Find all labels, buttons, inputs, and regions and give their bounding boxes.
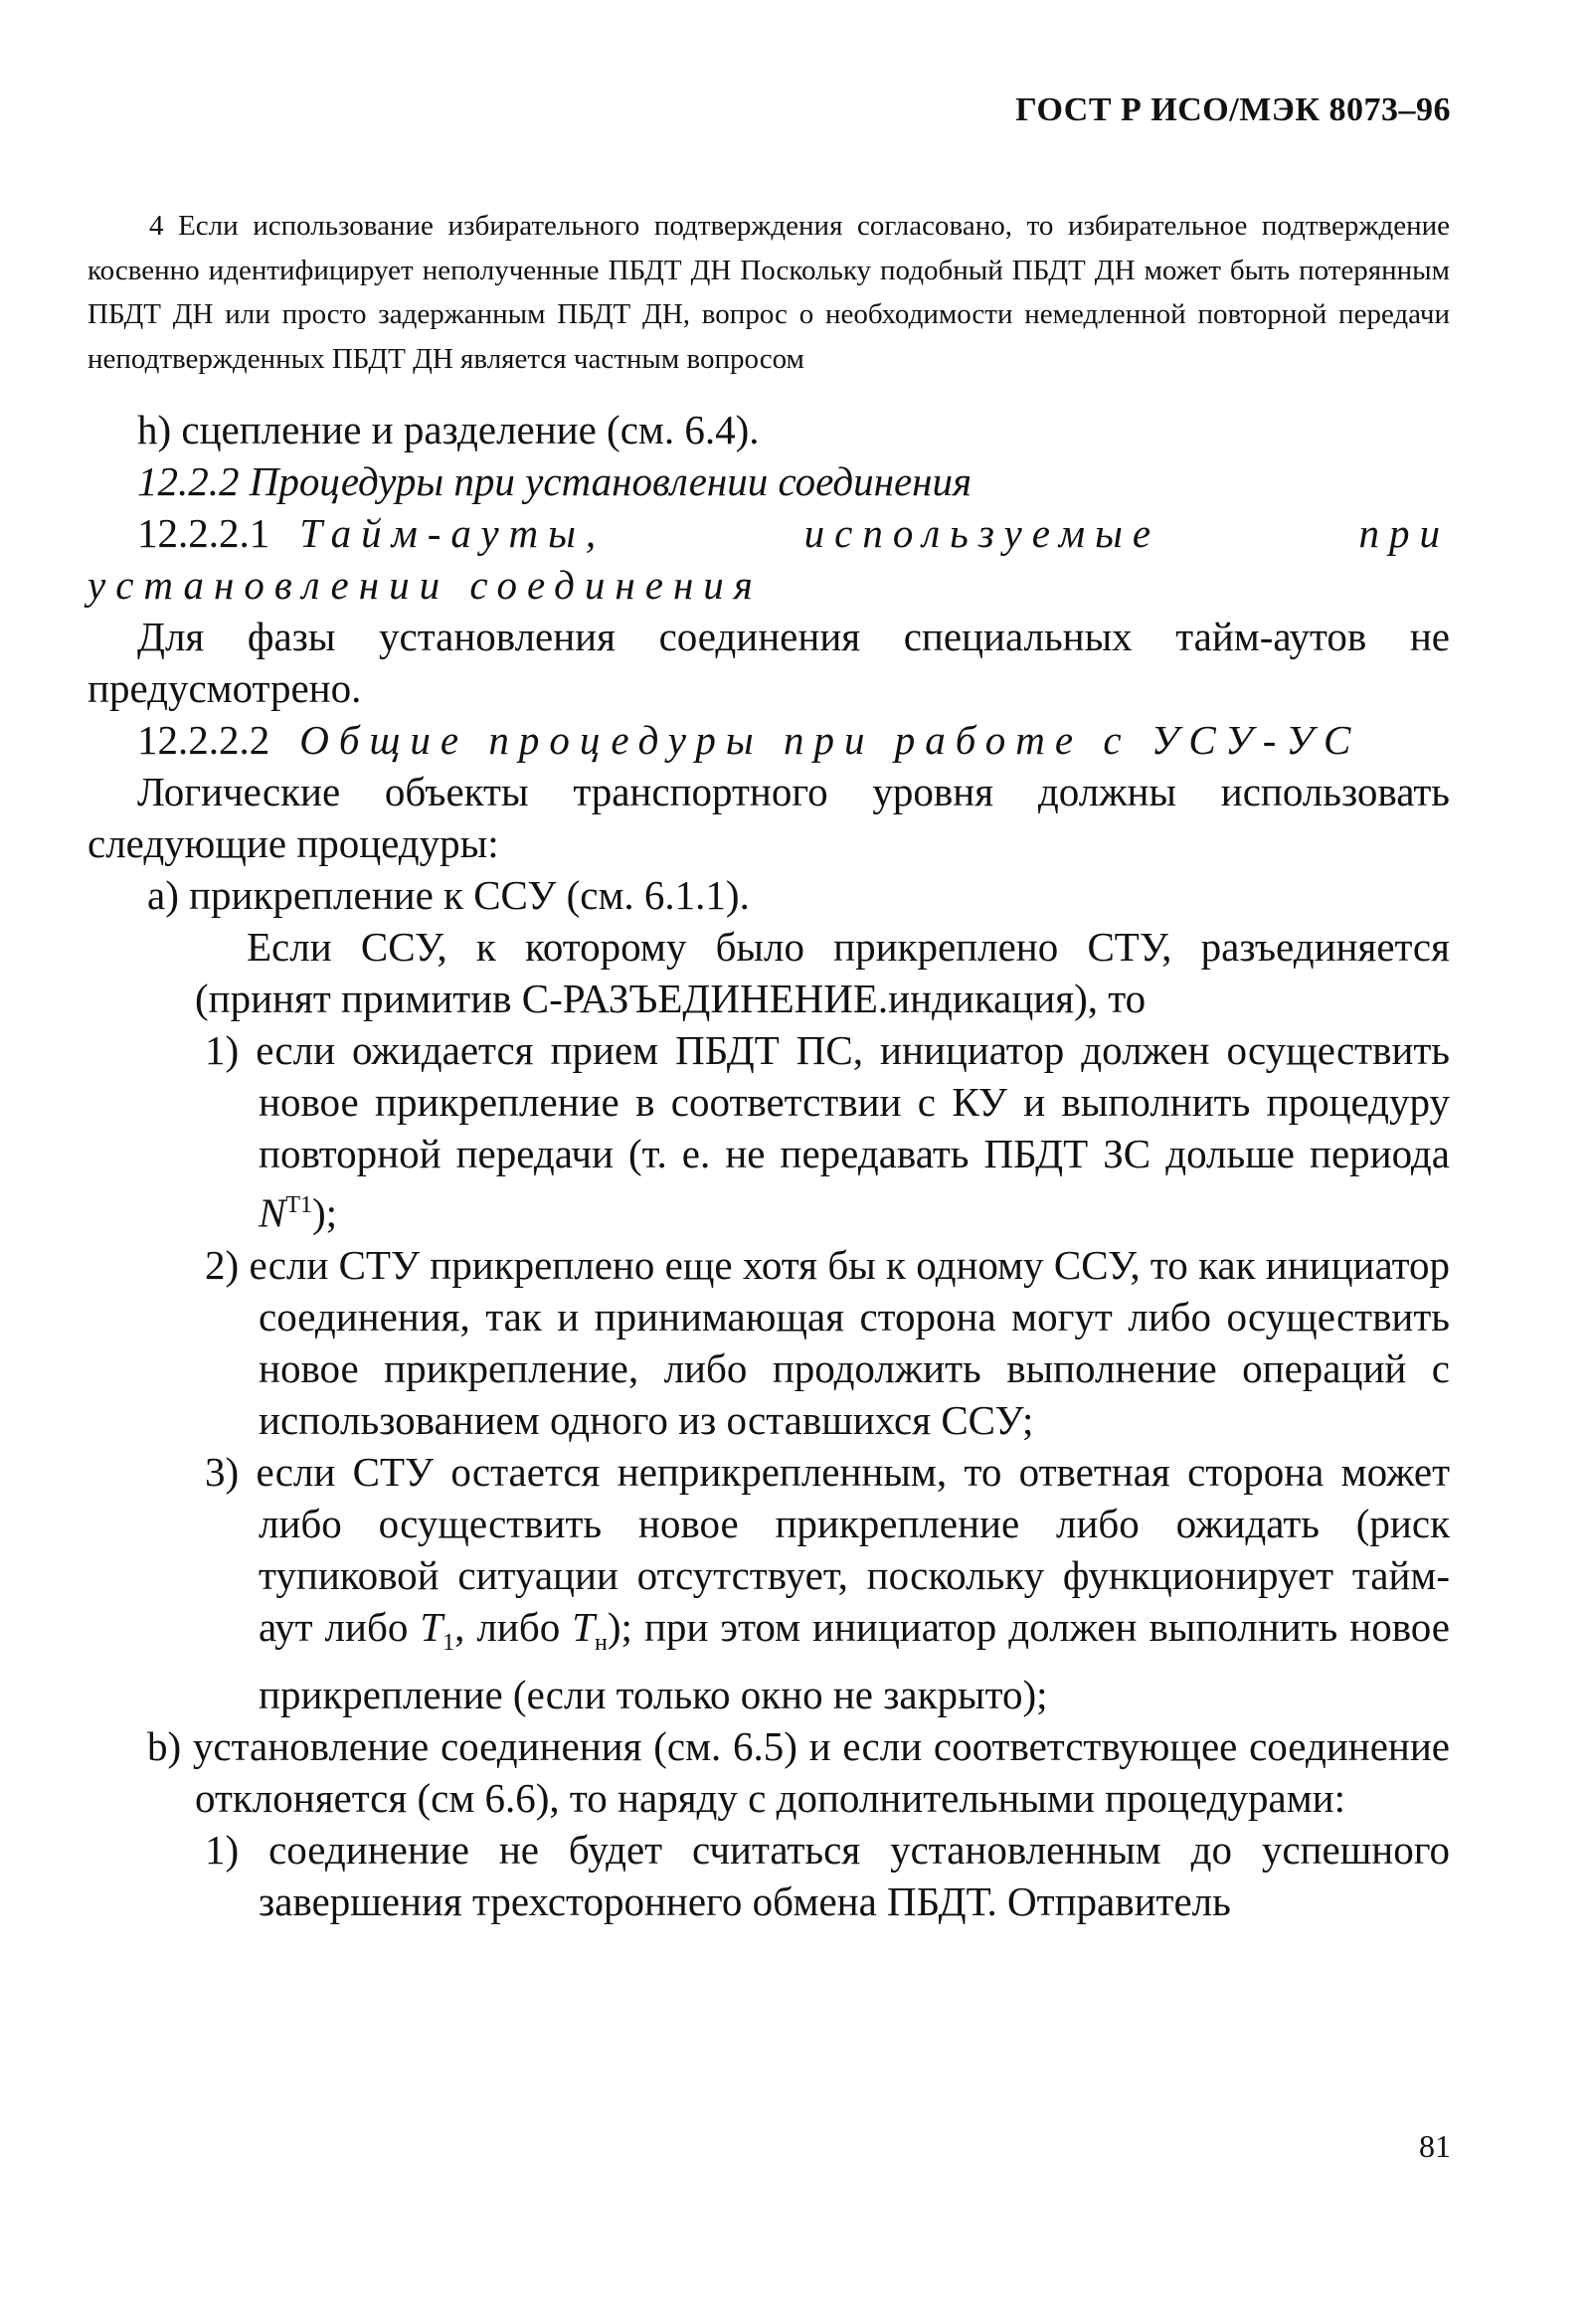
sub-item-a1 [88,1024,1450,1239]
section-heading-12-2-2-2 [88,714,1450,766]
item-text: соединение не будет считаться установленным до успешного завершения трехстороннего обмена ПБДТ. Отправитель [259,1826,1451,1924]
document-header: ГОСТ Р ИСО/МЭК 8073–96 [1015,91,1451,128]
paragraph: Для фазы установления соединения специальных тайм-аутов не предусмотрено. [88,614,1450,711]
variable-subscript: 1 [442,1629,455,1656]
variable-t: T [572,1603,596,1650]
section-title: Тайм-ауты, используемые при установлении соединения [88,510,1450,608]
sub-item-a3 [88,1446,1450,1720]
section-heading-12-2-2: 12.2.2 Процедуры при установлении соединения [137,458,973,504]
paragraph: Логические объекты транспортного уровня должны использовать следующие процедуры: [88,769,1450,866]
section-number: 12.2.2.2 [137,717,270,763]
item-text-end: ); при этом инициатор должен выполнить новое прикрепление (если только окно не закрыто); [259,1603,1450,1717]
sub-item-a2 [88,1239,1450,1446]
list-item-a: a) прикрепление к ССУ (см. 6.1.1). [147,872,750,918]
variable-superscript: T1 [285,1192,313,1218]
item-number: 3) [205,1448,240,1495]
list-item-h: h) сцепление и разделение (см. 6.4). [137,407,760,452]
item-number: 2) [205,1241,240,1288]
note-paragraph: 4 Если использование избирательного подтверждения согласовано, то избирательное подтверждение косвенно идентифицирует неполученные ПБДТ ДН Поскольку подобный ПБДТ ДН может быть потерянным ПБДТ ДН или просто задержанным ПБДТ ДН, вопрос о необходимости немедленной повторной передачи неподтвержденных ПБДТ ДН является частным вопросом [88,210,1450,375]
variable-n: N [259,1189,286,1236]
list-item-b: b) установление соединения (см. 6.5) и если соответствующее соединение отклоняется (см 6.6), то наряду с дополнительными процедурами: [147,1722,1450,1821]
sub-item-b1 [88,1824,1450,1927]
document-body [88,404,1450,1927]
section-title: Общие процедуры при работе с УСУ-УС [299,717,1361,763]
list-item-a-continuation: Если ССУ, к которому было прикреплено СТУ, разъединяется (принят примитив С-РАЗЪЕДИНЕНИЕ.индикация), то [195,924,1450,1021]
variable-subscript: н [595,1629,608,1656]
item-text: если СТУ прикреплено еще хотя бы к одному ССУ, то как инициатор соединения, так и принимающая сторона могут либо осуществить новое прикрепление, либо продолжить выполнение операций с использованием одного из оставшихся ССУ; [249,1241,1451,1443]
page-number: 81 [1419,2128,1451,2164]
item-text: если ожидается прием ПБДТ ПС, инициатор должен осуществить новое прикрепление в соответствии с КУ и выполнить процедуру повторной передачи (т. е. не передавать ПБДТ ЗС дольше периода [256,1027,1451,1176]
variable-t: T [420,1603,443,1650]
item-number: 1) [205,1826,240,1873]
item-text-end: ); [312,1189,338,1236]
item-text: если СТУ остается неприкрепленным, то ответная сторона может либо осуществить новое прикрепление либо ожидать (риск тупиковой ситуации отсутствует, поскольку функционирует тайм-аут либо [256,1448,1450,1650]
section-heading-12-2-2-1 [88,507,1450,611]
section-number: 12.2.2.1 [137,510,270,556]
item-number: 1) [205,1027,240,1073]
item-text-mid: , либо [454,1603,573,1650]
